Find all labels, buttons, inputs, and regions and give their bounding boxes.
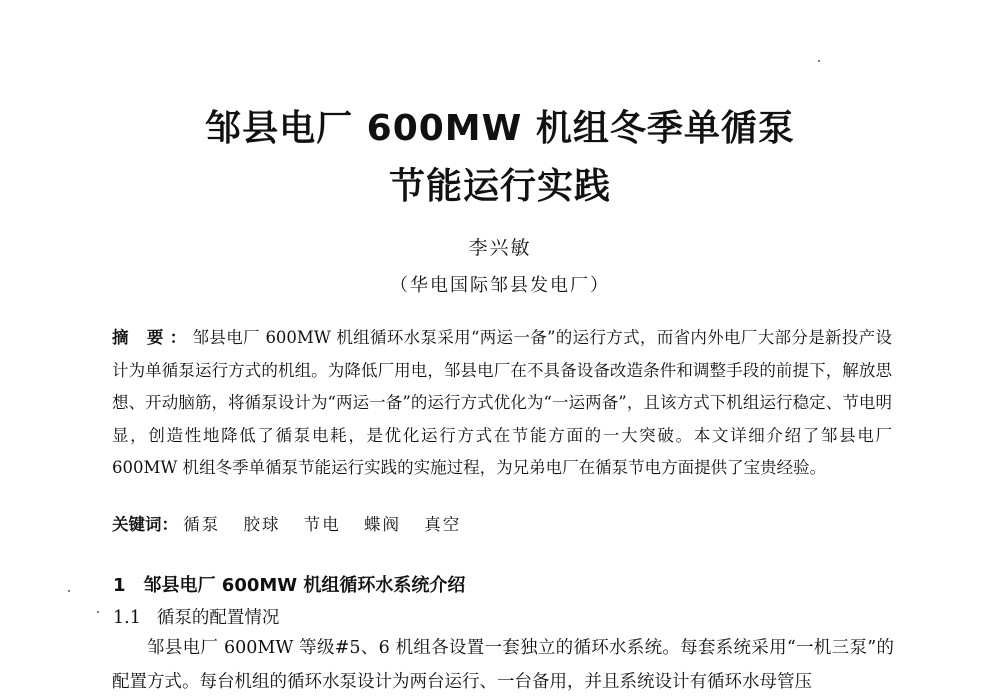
- author-affiliation: （华电国际邹县发电厂）: [390, 275, 610, 296]
- keywords: [112, 511, 479, 535]
- subsection-heading: [113, 604, 279, 629]
- subsection-number: 1.1: [113, 608, 141, 628]
- paper-title-line-2: 节能运行实践: [388, 166, 611, 207]
- keyword-item: 节电: [303, 515, 341, 534]
- scan-speck: [68, 590, 70, 592]
- keyword-item: 循泵: [183, 515, 221, 534]
- subsection-title: 循泵的配置情况: [156, 608, 280, 628]
- keyword-item: 蝶阀: [364, 515, 401, 534]
- abstract-text: 邹县电厂 600MW 机组循环水泵采用“两运一备”的运行方式，而省内外电厂大部分是新投产设计为单循泵运行方式的机组。为降低厂用电，邹县电厂在不具备设备改造条件和调整手段的前提下，解放思想、开动脑筋，将循泵设计为“两运一备”的运行方式优化为“一运两备”，且该方式下机组运行稳定、节电明显，创造性地降低了循泵电耗，是优化运行方式在节能方面的一大突破。本文详细介绍了邹县电厂 600MW 机组冬季单循泵节能运行实践的实施过程，为兄弟电厂在循泵节电方面提供了宝贵经验。: [112, 328, 892, 478]
- body-paragraph: 邹县电厂 600MW 等级#5、6 机组各设置一套独立的循环水系统。每套系统采用“一机三泵”的配置方式。每台机组的循环水泵设计为两台运行、一台备用，并且系统设计有循环水母管压: [112, 638, 894, 692]
- scan-speck: [97, 611, 99, 613]
- keyword-item: 真空: [424, 515, 462, 534]
- scan-speck: [818, 60, 820, 62]
- section-title: 邹县电厂 600MW 机组循环水系统介绍: [143, 575, 466, 596]
- keyword-item: 胶球: [243, 515, 281, 534]
- keywords-label: 关键词：: [112, 515, 178, 534]
- section-heading: [113, 571, 465, 597]
- paper-title-line-1: 邹县电厂 600MW 机组冬季单循泵: [205, 108, 795, 149]
- section-number: 1: [113, 575, 126, 596]
- author-name: 李兴敏: [468, 237, 532, 259]
- abstract: [112, 322, 892, 485]
- abstract-label: 摘 要：: [112, 328, 193, 347]
